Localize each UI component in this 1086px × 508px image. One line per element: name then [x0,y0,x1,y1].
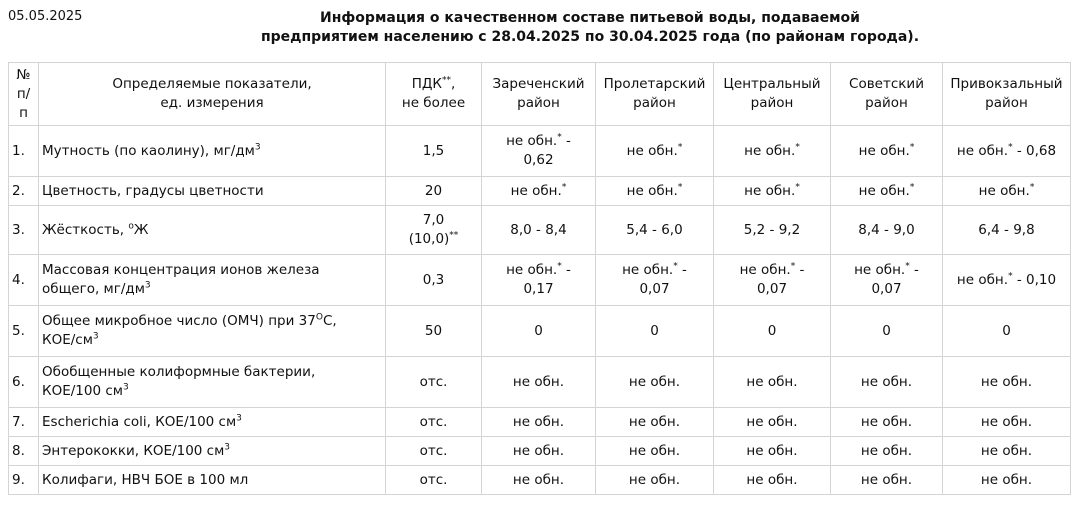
value-centralny: 0 [714,306,831,357]
value-sovetsky: 0 [831,306,943,357]
value-proletarsky: не обн. [596,408,714,437]
value-proletarsky: не обн. [596,437,714,466]
row-number: 4. [9,255,39,306]
table-header-row [9,63,1071,126]
value-proletarsky: не обн.* [596,126,714,177]
value-privokzalny: не обн. [943,408,1071,437]
table-row [9,206,1071,255]
value-centralny: не обн.* - 0,07 [714,255,831,306]
value-centralny: не обн. [714,437,831,466]
table-row [9,408,1071,437]
table-row [9,255,1071,306]
value-privokzalny: не обн.* - 0,68 [943,126,1071,177]
page-title [150,9,1030,47]
indicator-name: Обобщенные колиформные бактерии, КОЕ/100 $см^3$ [39,357,386,408]
pdk-value: отс. [386,357,482,408]
pdk-value: отс. [386,466,482,495]
table-row [9,177,1071,206]
indicator-name: Энтерококки, КОЕ/100 $см^3$ [39,437,386,466]
value-sovetsky: 8,4 - 9,0 [831,206,943,255]
pdk-value: 20 [386,177,482,206]
value-zarechensky: 8,0 - 8,4 [482,206,596,255]
indicator-name: Колифаги, НВЧ БОЕ в 100 мл [39,466,386,495]
value-proletarsky: не обн.* - 0,07 [596,255,714,306]
pdk-value: отс. [386,408,482,437]
value-zarechensky: не обн.* [482,177,596,206]
value-sovetsky: не обн. [831,466,943,495]
table-row [9,306,1071,357]
title-line-1: Информация о качественном составе питьевой воды, подаваемой [320,10,860,26]
value-centralny: 5,2 - 9,2 [714,206,831,255]
indicator-name: Жёсткость, $^о$Ж [39,206,386,255]
row-number: 5. [9,306,39,357]
value-zarechensky: не обн.* - 0,17 [482,255,596,306]
value-privokzalny: не обн. [943,437,1071,466]
row-number: 7. [9,408,39,437]
value-privokzalny: не обн.* [943,177,1071,206]
header-district-proletarsky: Пролетарский район [596,63,714,126]
header-district-centralny: Центральный район [714,63,831,126]
value-sovetsky: не обн. [831,408,943,437]
table-row [9,466,1071,495]
value-sovetsky: не обн.* [831,126,943,177]
value-sovetsky: не обн.* - 0,07 [831,255,943,306]
row-number: 3. [9,206,39,255]
pdk-value: отс. [386,437,482,466]
table-row [9,126,1071,177]
value-proletarsky: не обн. [596,466,714,495]
value-zarechensky: 0 [482,306,596,357]
value-proletarsky: 0 [596,306,714,357]
value-centralny: не обн. [714,408,831,437]
header-number: № п/ п [9,63,39,126]
row-number: 8. [9,437,39,466]
value-privokzalny: 0 [943,306,1071,357]
value-centralny: не обн. [714,357,831,408]
value-proletarsky: 5,4 - 6,0 [596,206,714,255]
header-district-zarechensky: Зареченский район [482,63,596,126]
value-sovetsky: не обн.* [831,177,943,206]
indicator-name: Мутность (по каолину), $мг/дм^3$ [39,126,386,177]
value-privokzalny: 6,4 - 9,8 [943,206,1071,255]
report-date: 05.05.2025 [8,9,83,24]
header-district-sovetsky: Советский район [831,63,943,126]
pdk-value: 1,5 [386,126,482,177]
value-sovetsky: не обн. [831,357,943,408]
indicator-name: Общее микробное число (ОМЧ) при $37^OС$, КОЕ/$см^3$ [39,306,386,357]
row-number: 9. [9,466,39,495]
table-row [9,437,1071,466]
header-indicator: Определяемые показатели, ед. измерения [39,63,386,126]
value-sovetsky: не обн. [831,437,943,466]
indicator-name: Escherichia coli, КОЕ/100 $см^3$ [39,408,386,437]
row-number: 2. [9,177,39,206]
row-number: 1. [9,126,39,177]
value-centralny: не обн. [714,466,831,495]
indicator-name: Цветность, градусы цветности [39,177,386,206]
header-pdk: ПДК**, не более [386,63,482,126]
value-proletarsky: не обн.* [596,177,714,206]
value-centralny: не обн.* [714,177,831,206]
header-district-privokzalny: Привокзальный район [943,63,1071,126]
pdk-value: 7,0 (10,0)** [386,206,482,255]
value-zarechensky: не обн.* - 0,62 [482,126,596,177]
table-row [9,357,1071,408]
value-privokzalny: не обн. [943,466,1071,495]
pdk-value: 50 [386,306,482,357]
value-zarechensky: не обн. [482,408,596,437]
indicator-name: Массовая концентрация ионов железа общего, $мг/дм^3$ [39,255,386,306]
value-zarechensky: не обн. [482,357,596,408]
value-privokzalny: не обн. [943,357,1071,408]
value-privokzalny: не обн.* - 0,10 [943,255,1071,306]
water-quality-table [8,62,1071,495]
value-centralny: не обн.* [714,126,831,177]
value-zarechensky: не обн. [482,437,596,466]
pdk-value: 0,3 [386,255,482,306]
value-zarechensky: не обн. [482,466,596,495]
title-line-2: предприятием населению с 28.04.2025 по 30.04.2025 года (по районам города). [260,29,920,45]
value-proletarsky: не обн. [596,357,714,408]
row-number: 6. [9,357,39,408]
